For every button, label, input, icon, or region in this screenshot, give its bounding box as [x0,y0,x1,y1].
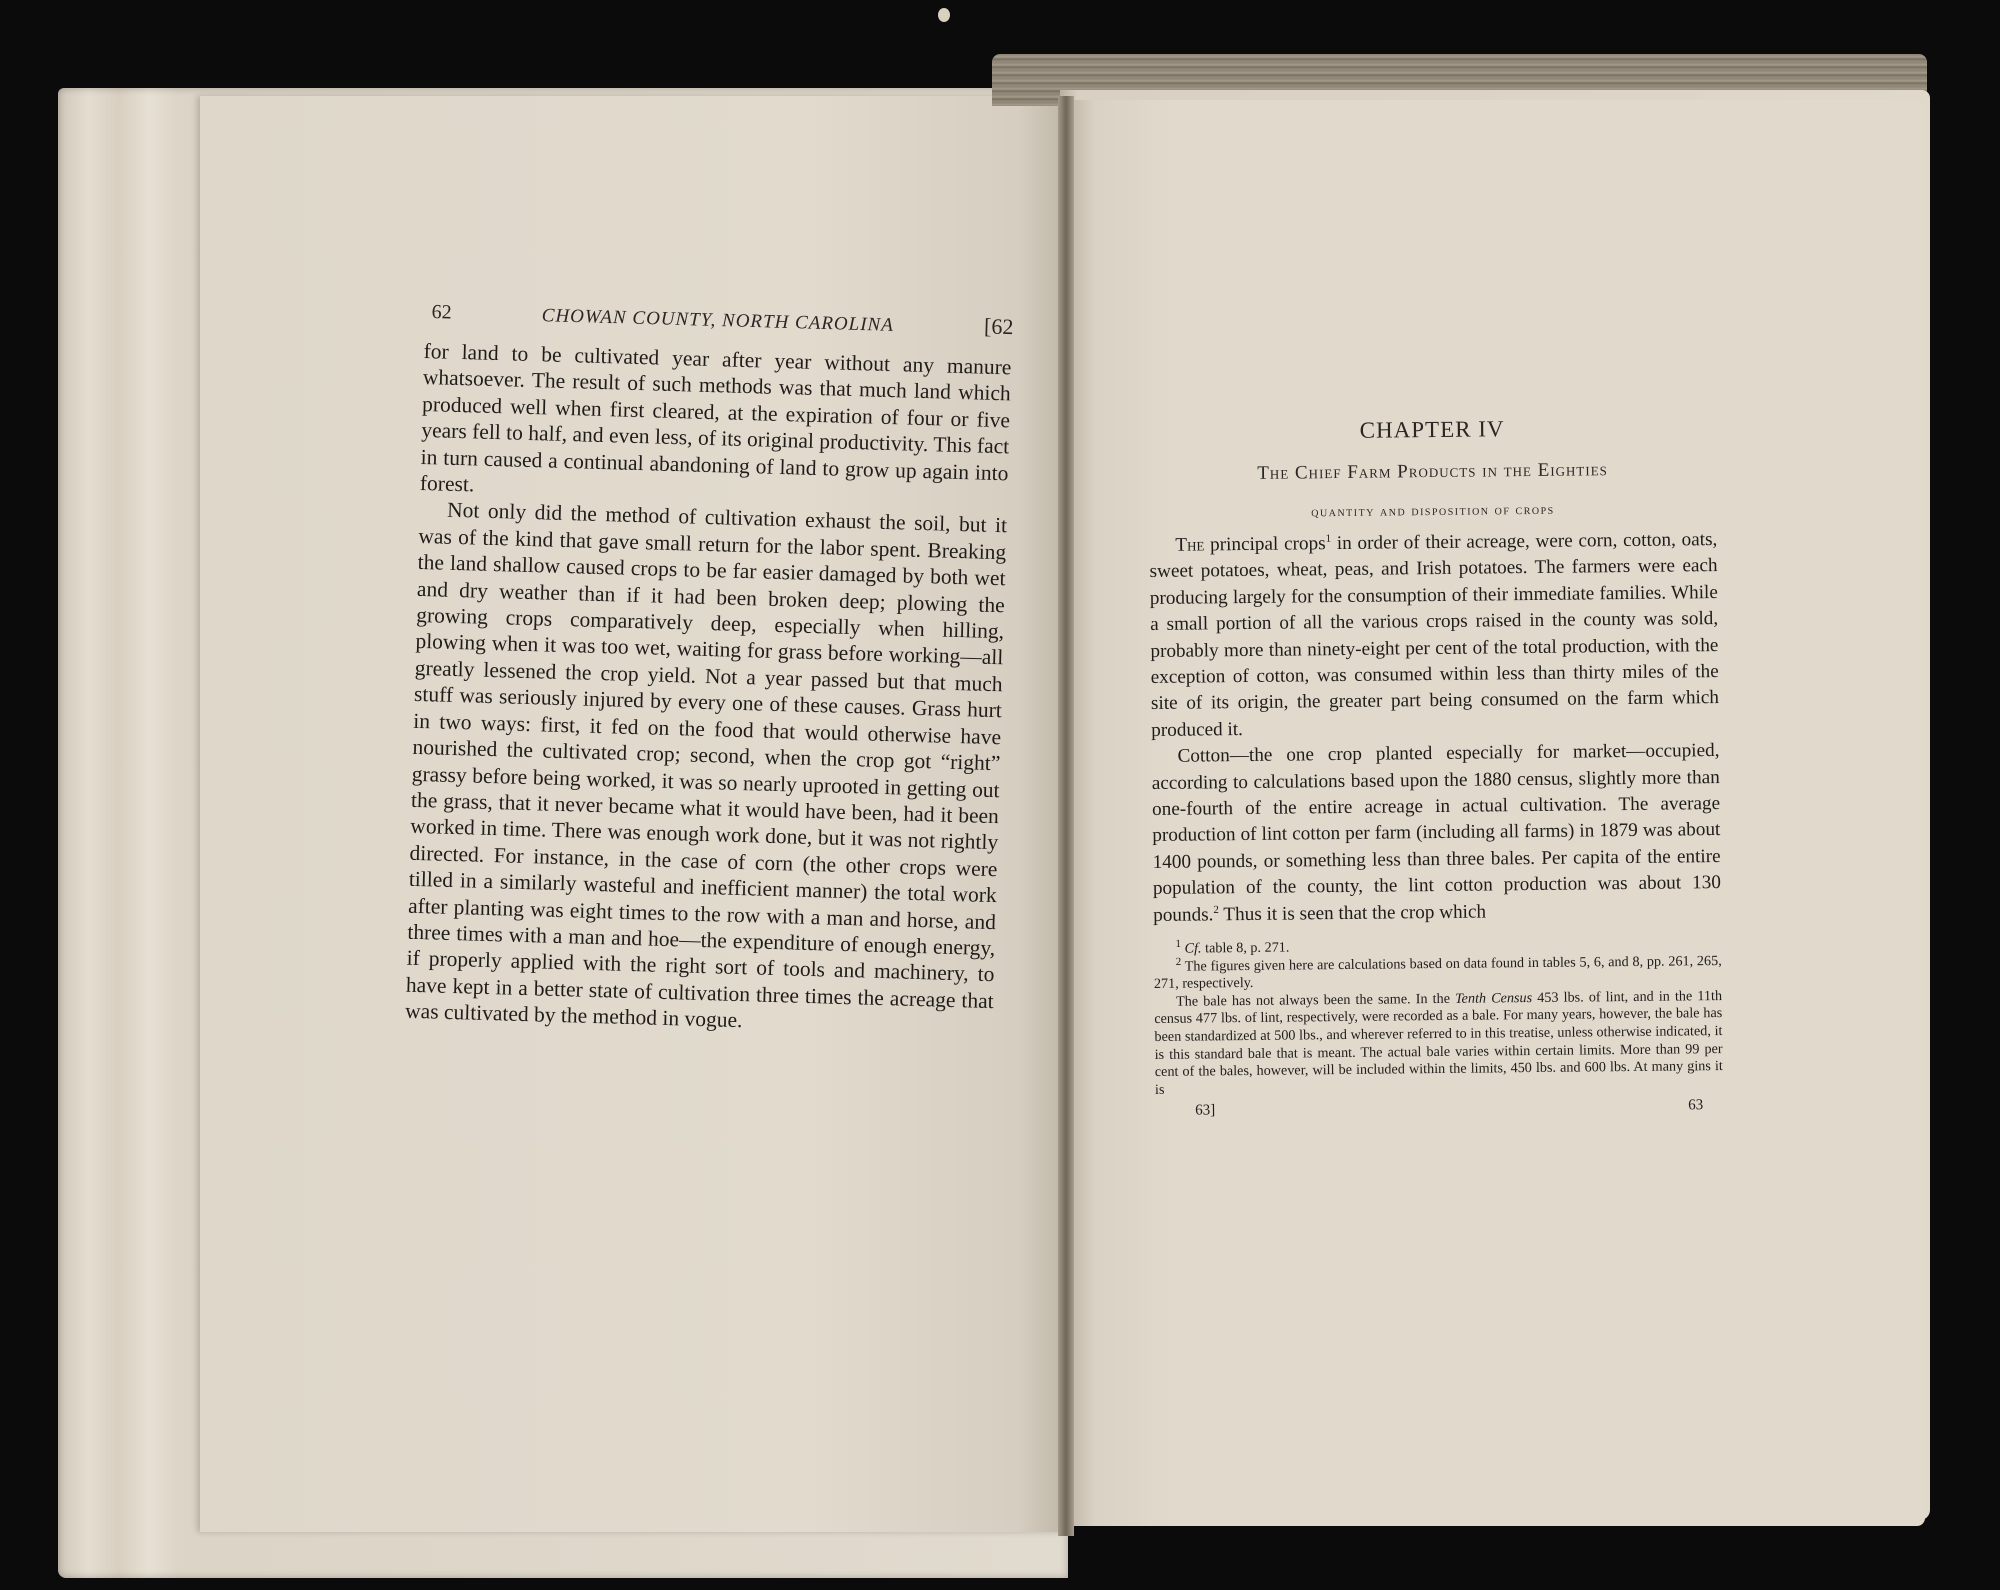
right-page-body [1149,527,1721,929]
footnote-3-text-b: 453 lbs. of lint, and in the 11th census 477 lbs. of lint, respectively, were recorded as a bale. For many years, however, the bale has been standardized at 500 lbs., and wherever referred to in this treatise, unless otherwise indicated, it is this standard bale that is meant. The actual bale varies within certain limits. More than 99 per cent of the bales, however, will be included within the limits, 450 lbs. and 600 lbs. At many gins it is [1154,987,1723,1098]
paragraph-1-text-a: principal crops [1204,533,1326,556]
footnote-2 [1154,953,1722,994]
right-paragraph-1 [1149,527,1719,744]
left-page-number-bracket: [62 [983,313,1014,340]
footnote-ref-1: 1 [1325,532,1332,545]
footnote-2-text: The figures given here are calculations based on data found in tables 5, 6, and 8, pp. 261, 265, 271, respectively. [1153,952,1722,993]
paper-speck [938,8,950,22]
paragraph-2-text-a: Cotton—the one crop planted especially for market—occupied, according to calculations based upon the 1880 census, slightly more than one-fourth of the entire acreage in actual cultivation. The average production of lint cotton per farm (including all farms) in 1879 was about 1400 pounds, or something less than three bales. Per capita of the entire population of the county, the lint cotton production was about 130 pounds. [1151,740,1721,926]
footnote-3-text-a: The bale has not always been the same. In the [1176,990,1456,1010]
paragraph-2-text-b: Thus it is seen that the crop which [1218,901,1487,925]
left-page-number: 62 [431,300,452,324]
footnote-3-italic: Tenth Census [1454,989,1533,1007]
footer-right-page-number: 63 [1688,1097,1704,1114]
footnote-1-text: table 8, p. 271. [1201,939,1290,957]
left-page-body [405,338,1012,1041]
book-gutter [1058,96,1074,1536]
chapter-number: CHAPTER IV [1359,416,1505,443]
section-heading: quantity and disposition of crops [1311,501,1555,521]
footnote-3 [1154,988,1723,1100]
right-paragraph-2 [1151,738,1721,929]
footnote-2-mark: 2 [1175,955,1182,968]
footnote-1-cf: Cf. [1184,940,1202,957]
left-paragraph-2: Not only did the method of cultivation exhaust the soil, but it was of the kind that gave small return for the labor spent. Breaking the land shallow caused crops to be far easier damaged by both wet and dry weather than if it had been broken deep; plowing the growing crops comparatively deep, especially when hilling, plowing when it was too wet, waiting for grass before working—all greatly lessened the crop yield. Not a year passed but that much stuff was seriously injured by every one of these causes. Grass hurt in two ways: first, it fed on the food that would otherwise have nourished the cultivated crop; second, when the crop got “right” grassy before being worked, it was so nearly uprooted in getting out the grass, that it never became what it would have been, had it been worked in time. There was enough work done, but it was not rightly directed. For instance, in the case of corn (the other crops were tilled in a similarly wasteful and inefficient manner) the total work after planting was eight times to the row with a man and horse, and three times with a man and hoe—the expenditure of enough energy, if properly applied with the right sort of tools and machinery, to have kept in a better state of cultivation three times the acreage that was cultivated by the method in vogue. [404,498,1008,1033]
chapter-title: The Chief Farm Products in the Eighties [1257,459,1608,484]
left-paragraph-1: for land to be cultivated year after year without any manure whatsoever. The result of such methods was that much land which produced well when first cleared, at the expiration of four or five years fell to half, and even less, of its original productivity. This fact in turn caused a continual abandoning of land to grow up again into forest. [419,338,1012,497]
lead-word: The [1175,534,1205,556]
running-title: CHOWAN COUNTY, NORTH CAROLINA [541,305,895,336]
footnote-ref-2: 2 [1213,903,1219,916]
footer-left-page-number: 63] [1195,1102,1216,1119]
footnotes [1153,935,1723,1099]
paragraph-1-text-b: in order of their acreage, were corn, cotton, oats, sweet potatoes, wheat, peas, and Irish potatoes. The farmers were each producing largely for the consumption of their immediate families. While a small portion of all the various crops raised in the county was sold, probably more than ninety-eight per cent of the total production, with the exception of cotton, was consumed within less than thirty miles of the site of its origin, the greater part being consumed on the farm which produced it. [1149,529,1720,741]
footnote-1-mark: 1 [1175,938,1182,951]
right-page-column [1148,414,1723,1120]
